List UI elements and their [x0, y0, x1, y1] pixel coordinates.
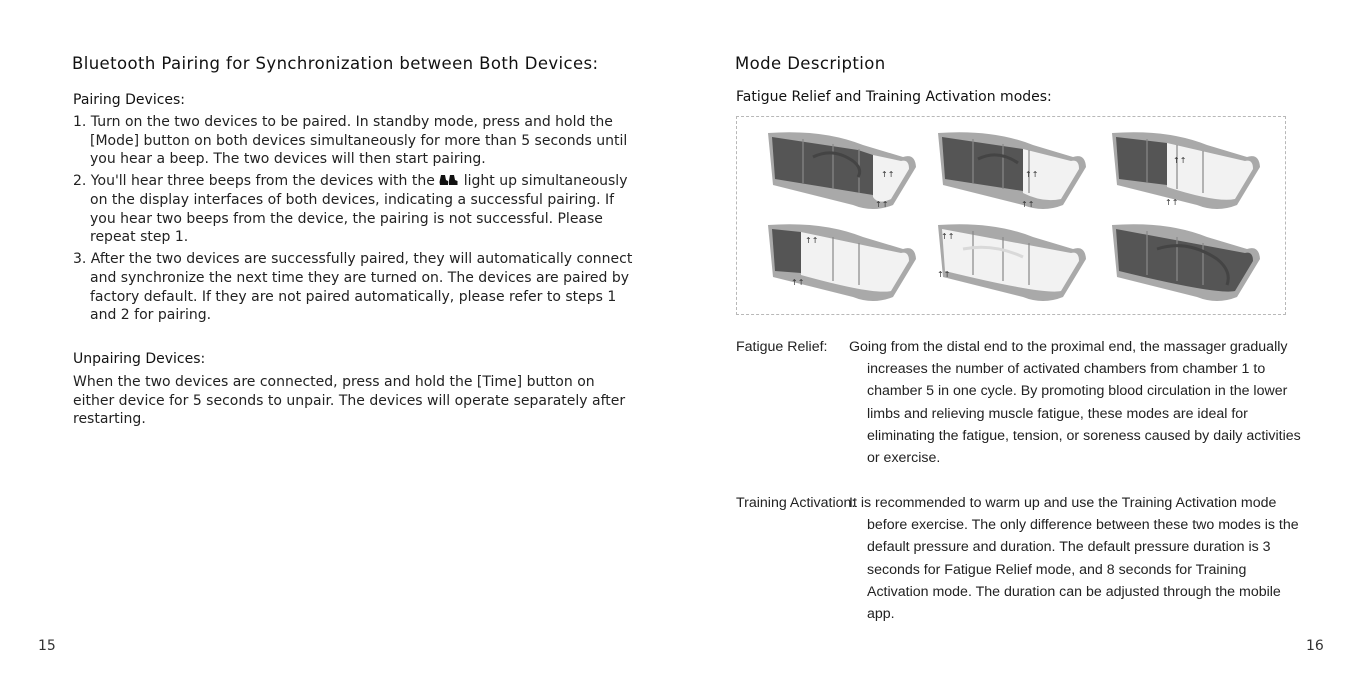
svg-text:↑↑: ↑↑: [1173, 156, 1187, 165]
pairing-step-text: 2. You'll hear three beeps from the devices with the: [73, 173, 440, 190]
modes-subtitle: Fatigue Relief and Training Activation modes:: [736, 89, 1052, 105]
svg-text:↑↑: ↑↑: [875, 200, 889, 209]
svg-text:↑↑: ↑↑: [881, 170, 895, 179]
page-number: 15: [38, 638, 56, 654]
leg-stage-6-icon: [1107, 219, 1267, 309]
leg-stage-5-icon: [933, 219, 1093, 309]
page-number: 16: [1306, 638, 1324, 654]
unpairing-text: When the two devices are connected, press and hold the [Time] button on either device for 5 seconds to unpair. The devices will operate separately after restarting.: [73, 374, 626, 428]
leg-stage-4-icon: [763, 219, 923, 309]
svg-text:↑↑: ↑↑: [791, 278, 805, 287]
mode-training-activation: [736, 492, 1316, 628]
pairing-step: 1. Turn on the two devices to be paired. In standby mode, press and hold the [Mode] button on both devices simultaneously for more than 5 seconds until you hear a beep. The two devices will then start pairing.: [73, 114, 628, 168]
leg-stage-1-icon: [763, 127, 923, 217]
mode-definition: It is recommended to warm up and use the Training Activation mode before exercise. The only difference between these two modes is the default pressure and duration. The default pressure duration is 3 seconds for Fatigue Relief mode, and 8 seconds for Training Activation mode. The duration can be adjusted through the mobile app.: [849, 495, 1299, 623]
unpairing-devices-heading: Unpairing Devices:: [73, 351, 206, 367]
mode-description-title: Mode Description: [735, 54, 886, 73]
mode-fatigue-relief: [736, 336, 1316, 472]
pairing-section-title: Bluetooth Pairing for Synchronization between Both Devices:: [72, 54, 599, 73]
svg-text:↑↑: ↑↑: [937, 270, 951, 279]
svg-text:↑↑: ↑↑: [1165, 198, 1179, 207]
svg-text:↑↑: ↑↑: [941, 232, 955, 241]
pairing-step-text: light up simultaneously on the display interfaces of both devices, indicating a successful pairing. If you hear two beeps from the device, the pairing is not successful. Please repeat step 1.: [90, 173, 628, 246]
leg-chambers-illustration: [736, 116, 1286, 315]
svg-text:↑↑: ↑↑: [805, 236, 819, 245]
mode-definition: Going from the distal end to the proximal end, the massager gradually increases the number of activated chambers from chamber 1 to chamber 5 in one cycle. By promoting blood circulation in the lower limbs and relieving muscle fatigue, these modes are ideal for eliminating the fatigue, tension, or soreness caused by daily activities or exercise.: [849, 339, 1301, 467]
pairing-devices-heading: Pairing Devices:: [73, 92, 186, 108]
mode-term: Training Activation:: [736, 495, 856, 511]
leg-stage-3-icon: [1107, 127, 1267, 217]
mode-term: Fatigue Relief:: [736, 339, 828, 355]
pairing-step: 3. After the two devices are successfully paired, they will automatically connect and synchronize the next time they are turned on. The devices are paired by factory default. If they are not paired automatically, please refer to steps 1 and 2 for pairing.: [73, 251, 633, 324]
leg-stage-2-icon: [933, 127, 1093, 217]
svg-text:↑↑: ↑↑: [1025, 170, 1039, 179]
svg-text:↑↑: ↑↑: [1021, 200, 1035, 209]
